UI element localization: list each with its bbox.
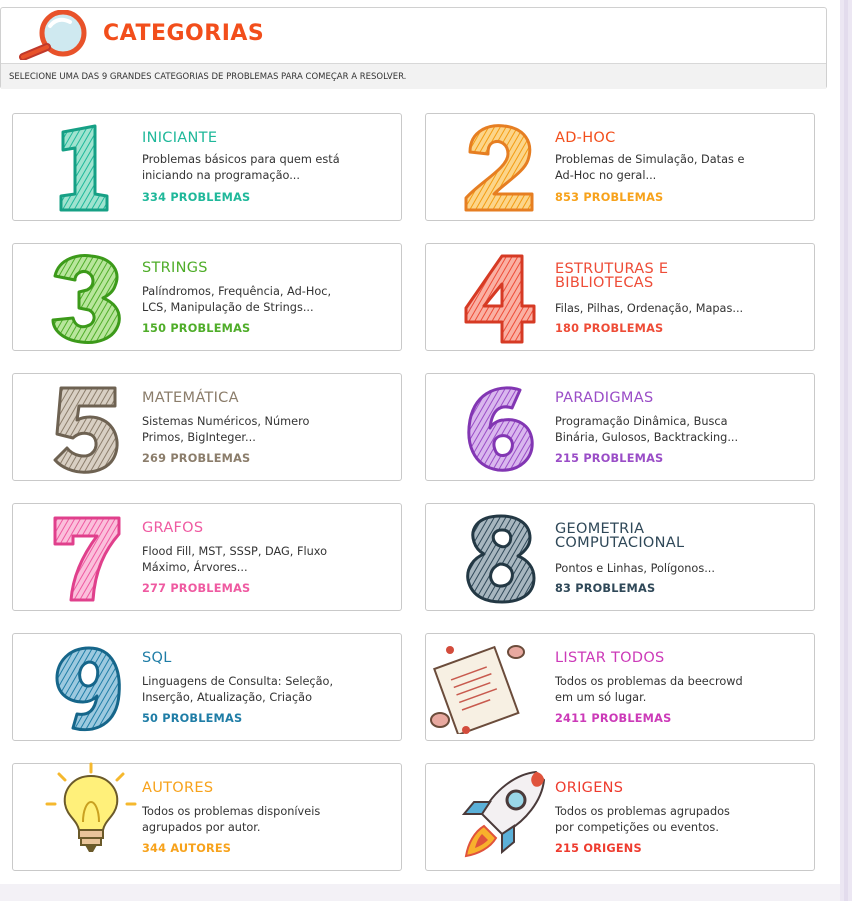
category-title: ORIGENS (555, 780, 624, 796)
category-card-grafos[interactable] (12, 503, 402, 611)
category-desc-line2: iniciando na programação... (142, 169, 300, 182)
category-card-iniciante[interactable] (12, 113, 402, 221)
category-count: 50 PROBLEMAS (142, 712, 243, 725)
category-title-line2: BIBLIOTECAS (555, 275, 654, 291)
category-count: 334 PROBLEMAS (142, 191, 251, 204)
category-title: MATEMÁTICA (142, 390, 239, 406)
category-desc-line1: Programação Dinâmica, Busca (555, 415, 728, 428)
category-title: PARADIGMAS (555, 390, 654, 406)
category-desc-line1: Sistemas Numéricos, Número (142, 415, 310, 428)
rocket-icon (446, 766, 556, 862)
category-title-line1: GEOMETRIA (555, 521, 645, 537)
category-desc-line1: Linguagens de Consulta: Seleção, (142, 675, 334, 688)
category-desc-line2: Máximo, Árvores... (142, 561, 248, 574)
category-count: 150 PROBLEMAS (142, 322, 251, 335)
scrollbar-track[interactable] (844, 0, 848, 901)
category-count: 344 AUTORES (142, 842, 232, 855)
category-card-matematica[interactable] (12, 373, 402, 481)
category-title: SQL (142, 650, 172, 666)
number-one-icon (33, 120, 143, 216)
category-title: GRAFOS (142, 520, 204, 536)
category-desc-line1: Filas, Pilhas, Ordenação, Mapas... (555, 302, 744, 315)
category-count: 853 PROBLEMAS (555, 191, 664, 204)
category-desc-line2: em um só lugar. (555, 691, 647, 704)
category-count: 2411 PROBLEMAS (555, 712, 672, 725)
category-title: LISTAR TODOS (555, 650, 665, 666)
category-desc-line2: LCS, Manipulação de Strings... (142, 301, 314, 314)
category-desc-line2: agrupados por autor. (142, 821, 261, 834)
category-desc-line1: Todos os problemas da beecrowd (555, 675, 743, 688)
category-title: STRINGS (142, 260, 208, 276)
page-subtitle: SELECIONE UMA DAS 9 GRANDES CATEGORIAS DE PROBLEMAS PARA COMEÇAR A RESOLVER. (1, 63, 826, 89)
category-title: AD-HOC (555, 130, 616, 146)
number-three-icon (33, 250, 143, 346)
category-count: 215 ORIGENS (555, 842, 642, 855)
category-card-listar-todos[interactable] (425, 633, 815, 741)
number-six-icon (446, 380, 556, 476)
category-desc-line1: Palíndromos, Frequência, Ad-Hoc, (142, 285, 332, 298)
category-desc-line2: por competições ou eventos. (555, 821, 719, 834)
category-title-line1: ESTRUTURAS E (555, 261, 669, 277)
lightbulb-icon (33, 762, 143, 858)
category-card-sql[interactable] (12, 633, 402, 741)
category-desc-line1: Todos os problemas agrupados (555, 805, 730, 818)
category-desc-line2: Binária, Gulosos, Backtracking... (555, 431, 739, 444)
category-count: 269 PROBLEMAS (142, 452, 251, 465)
number-five-icon (33, 380, 143, 476)
category-card-strings[interactable] (12, 243, 402, 351)
number-seven-icon (33, 510, 143, 606)
number-four-icon (446, 250, 556, 346)
category-count: 277 PROBLEMAS (142, 582, 251, 595)
category-count: 215 PROBLEMAS (555, 452, 664, 465)
category-title: INICIANTE (142, 130, 218, 146)
category-card-ad-hoc[interactable] (425, 113, 815, 221)
category-card-geometria[interactable] (425, 503, 815, 611)
category-desc-line1: Pontos e Linhas, Polígonos... (555, 562, 715, 575)
category-title-line2: COMPUTACIONAL (555, 535, 685, 551)
category-card-paradigmas[interactable] (425, 373, 815, 481)
category-desc-line1: Problemas de Simulação, Datas e (555, 153, 745, 166)
category-card-estruturas[interactable] (425, 243, 815, 351)
category-card-autores[interactable] (12, 763, 402, 871)
category-title: AUTORES (142, 780, 214, 796)
category-card-origens[interactable] (425, 763, 815, 871)
number-eight-icon (446, 510, 556, 606)
category-desc-line2: Primos, BigInteger... (142, 431, 256, 444)
category-count: 83 PROBLEMAS (555, 582, 656, 595)
category-desc-line1: Todos os problemas disponíveis (142, 805, 321, 818)
header-top (1, 8, 826, 62)
category-desc-line2: Inserção, Atualização, Criação (142, 691, 312, 704)
category-count: 180 PROBLEMAS (555, 322, 664, 335)
scrollbar[interactable] (840, 0, 852, 901)
category-desc-line2: Ad-Hoc no geral... (555, 169, 657, 182)
scroll-icon (426, 638, 536, 734)
category-desc-line1: Problemas básicos para quem está (142, 153, 340, 166)
number-two-icon (446, 120, 556, 216)
magnifier-icon (13, 10, 97, 60)
categories-header (0, 7, 827, 89)
number-nine-icon (33, 640, 143, 736)
page-title: CATEGORIAS (103, 21, 265, 46)
category-desc-line1: Flood Fill, MST, SSSP, DAG, Fluxo (142, 545, 328, 558)
